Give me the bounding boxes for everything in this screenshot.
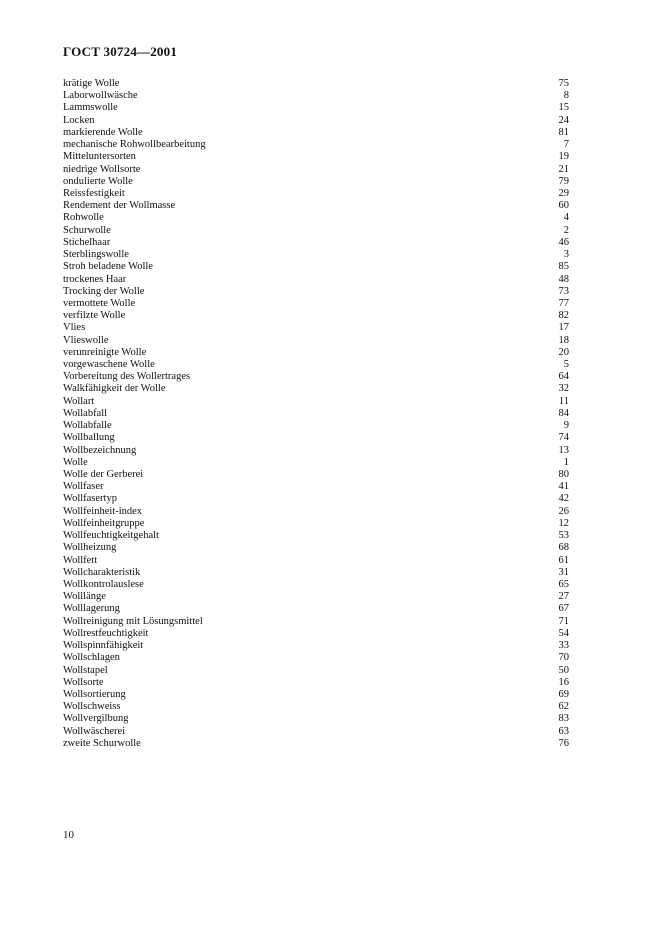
index-term: Wolllagerung bbox=[63, 603, 120, 615]
index-entry bbox=[63, 457, 569, 469]
index-entry bbox=[63, 249, 569, 261]
index-term: Wollschlagen bbox=[63, 652, 120, 664]
index-page-ref: 9 bbox=[563, 420, 569, 432]
index-term: Wollkontrolauslese bbox=[63, 578, 144, 590]
index-page-ref: 70 bbox=[558, 652, 569, 664]
index-page-ref: 54 bbox=[558, 627, 569, 639]
index-page-ref: 29 bbox=[558, 187, 569, 199]
index-entry bbox=[63, 469, 569, 481]
index-term: Lammswolle bbox=[63, 102, 118, 114]
index-entry bbox=[63, 591, 569, 603]
index-entry bbox=[63, 628, 569, 640]
index-entry bbox=[63, 567, 569, 579]
index-page-ref: 15 bbox=[558, 102, 569, 114]
index-term: Wollvergilbung bbox=[63, 713, 129, 725]
index-page-ref: 76 bbox=[558, 737, 569, 749]
index-term: Wollabfall bbox=[63, 407, 108, 419]
index-entry bbox=[63, 408, 569, 420]
alphabetical-index bbox=[63, 78, 569, 750]
index-term: zweite Schurwolle bbox=[63, 737, 141, 749]
index-page-ref: 8 bbox=[563, 90, 569, 102]
index-entry bbox=[63, 383, 569, 395]
index-entry bbox=[63, 518, 569, 530]
index-term: Wollsorte bbox=[63, 676, 104, 688]
index-entry bbox=[63, 286, 569, 298]
index-page-ref: 19 bbox=[558, 151, 569, 163]
index-page-ref: 77 bbox=[558, 297, 569, 309]
index-page-ref: 3 bbox=[563, 249, 569, 261]
index-term: ondulierte Wolle bbox=[63, 175, 133, 187]
index-page-ref: 7 bbox=[563, 139, 569, 151]
index-entry bbox=[63, 90, 569, 102]
index-page-ref: 64 bbox=[558, 371, 569, 383]
index-entry bbox=[63, 347, 569, 359]
index-entry bbox=[63, 677, 569, 689]
index-entry bbox=[63, 200, 569, 212]
index-term: niedrige Wollsorte bbox=[63, 163, 141, 175]
index-page-ref: 81 bbox=[558, 126, 569, 138]
index-page-ref: 17 bbox=[558, 322, 569, 334]
index-page-ref: 48 bbox=[558, 273, 569, 285]
index-page-ref: 62 bbox=[558, 701, 569, 713]
index-page-ref: 60 bbox=[558, 200, 569, 212]
index-term: Vlies bbox=[63, 322, 86, 334]
index-term: Walkfähigkeit der Wolle bbox=[63, 383, 166, 395]
index-entry bbox=[63, 359, 569, 371]
index-term: Sterblingswolle bbox=[63, 249, 129, 261]
index-entry bbox=[63, 640, 569, 652]
index-page-ref: 50 bbox=[558, 664, 569, 676]
index-entry bbox=[63, 212, 569, 224]
index-entry bbox=[63, 298, 569, 310]
index-term: vorgewaschene Wolle bbox=[63, 359, 155, 371]
index-term: Stroh beladene Wolle bbox=[63, 261, 153, 273]
index-term: Wollsortierung bbox=[63, 688, 126, 700]
index-page-ref: 82 bbox=[558, 310, 569, 322]
index-page-ref: 80 bbox=[558, 469, 569, 480]
index-page-ref: 20 bbox=[558, 346, 569, 358]
index-page-ref: 31 bbox=[558, 566, 569, 578]
index-page-ref: 85 bbox=[558, 261, 569, 273]
index-entry bbox=[63, 726, 569, 738]
index-term: Mitteluntersorten bbox=[63, 151, 136, 163]
index-entry bbox=[63, 616, 569, 628]
index-term: krätige Wolle bbox=[63, 78, 120, 89]
index-term: Wollschweiss bbox=[63, 701, 121, 713]
index-entry bbox=[63, 396, 569, 408]
index-entry bbox=[63, 322, 569, 334]
index-page-ref: 46 bbox=[558, 236, 569, 248]
index-entry bbox=[63, 115, 569, 127]
index-entry bbox=[63, 555, 569, 567]
index-page-ref: 63 bbox=[558, 725, 569, 737]
index-entry bbox=[63, 261, 569, 273]
index-term: Locken bbox=[63, 114, 95, 126]
index-page-ref: 79 bbox=[558, 175, 569, 187]
index-term: Wollfeinheitgruppe bbox=[63, 517, 145, 529]
page-header-title: ГОСТ 30724—2001 bbox=[63, 44, 178, 59]
index-entry bbox=[63, 738, 569, 750]
index-term: Wollbezeichnung bbox=[63, 444, 137, 456]
index-page-ref: 4 bbox=[563, 212, 569, 224]
index-entry bbox=[63, 310, 569, 322]
index-term: Stichelhaar bbox=[63, 236, 111, 248]
index-page-ref: 68 bbox=[558, 542, 569, 554]
index-term: verunreinigte Wolle bbox=[63, 346, 147, 358]
index-page-ref: 84 bbox=[558, 407, 569, 419]
index-term: Wolllänge bbox=[63, 591, 106, 603]
index-page-ref: 26 bbox=[558, 505, 569, 517]
index-page-ref: 16 bbox=[558, 676, 569, 688]
index-term: Vorbereitung des Wollertrages bbox=[63, 371, 191, 383]
index-entry bbox=[63, 603, 569, 615]
index-page-ref: 69 bbox=[558, 688, 569, 700]
index-entry bbox=[63, 164, 569, 176]
index-page-ref: 42 bbox=[558, 493, 569, 505]
index-term: Schurwolle bbox=[63, 224, 111, 236]
index-term: Wollheizung bbox=[63, 542, 117, 554]
index-entry bbox=[63, 701, 569, 713]
index-entry bbox=[63, 652, 569, 664]
index-page-ref: 21 bbox=[558, 163, 569, 175]
index-term: Wollballung bbox=[63, 432, 115, 444]
index-page-ref: 73 bbox=[558, 285, 569, 297]
index-entry bbox=[63, 188, 569, 200]
index-page-ref: 65 bbox=[558, 578, 569, 590]
index-term: Wollreinigung mit Lösungsmittel bbox=[63, 615, 203, 627]
index-page-ref: 41 bbox=[558, 481, 569, 493]
index-term: Wollrestfeuchtigkeit bbox=[63, 627, 149, 639]
index-entry bbox=[63, 713, 569, 725]
index-entry bbox=[63, 420, 569, 432]
index-term: Wollstapel bbox=[63, 664, 108, 676]
index-term: Reissfestigkeit bbox=[63, 187, 125, 199]
index-page-ref: 11 bbox=[558, 395, 569, 407]
index-term: Trocking der Wolle bbox=[63, 285, 145, 297]
index-entry bbox=[63, 481, 569, 493]
index-term: markierende Wolle bbox=[63, 126, 143, 138]
index-term: Wollabfalle bbox=[63, 420, 112, 432]
index-entry bbox=[63, 579, 569, 591]
index-entry bbox=[63, 139, 569, 151]
index-term: Wollfeuchtigkeitgehalt bbox=[63, 530, 159, 542]
index-entry bbox=[63, 371, 569, 383]
index-entry bbox=[63, 127, 569, 139]
index-term: trockenes Haar bbox=[63, 273, 127, 285]
index-page-ref: 27 bbox=[558, 591, 569, 603]
index-term: Wollart bbox=[63, 395, 95, 407]
index-entry bbox=[63, 506, 569, 518]
index-page-ref: 1 bbox=[563, 456, 569, 468]
index-term: Wollcharakteristik bbox=[63, 566, 141, 578]
index-term: Rendement der Wollmasse bbox=[63, 200, 176, 212]
index-entry bbox=[63, 335, 569, 347]
index-entry bbox=[63, 445, 569, 457]
index-page-ref: 75 bbox=[558, 78, 569, 89]
index-term: Wollfasertyp bbox=[63, 493, 117, 505]
index-page-ref: 2 bbox=[563, 224, 569, 236]
index-page-ref: 32 bbox=[558, 383, 569, 395]
index-term: mechanische Rohwollbearbeitung bbox=[63, 139, 206, 151]
index-page-ref: 53 bbox=[558, 530, 569, 542]
index-page-ref: 5 bbox=[563, 359, 569, 371]
index-entry bbox=[63, 530, 569, 542]
index-page-ref: 71 bbox=[558, 615, 569, 627]
index-page-ref: 83 bbox=[558, 713, 569, 725]
index-page-ref: 24 bbox=[558, 114, 569, 126]
index-term: verfilzte Wolle bbox=[63, 310, 126, 322]
index-page-ref: 67 bbox=[558, 603, 569, 615]
index-entry bbox=[63, 225, 569, 237]
index-entry bbox=[63, 665, 569, 677]
index-entry bbox=[63, 432, 569, 444]
index-term: Wolle der Gerberei bbox=[63, 469, 144, 480]
index-entry bbox=[63, 493, 569, 505]
index-entry bbox=[63, 237, 569, 249]
index-term: Rohwolle bbox=[63, 212, 104, 224]
index-entry bbox=[63, 689, 569, 701]
index-page-ref: 74 bbox=[558, 432, 569, 444]
index-term: Wolle bbox=[63, 456, 88, 468]
index-term: Wollspinnfähigkeit bbox=[63, 640, 144, 652]
index-term: vermottete Wolle bbox=[63, 297, 136, 309]
index-term: Wollfaser bbox=[63, 481, 104, 493]
index-entry bbox=[63, 176, 569, 188]
index-page-ref: 33 bbox=[558, 640, 569, 652]
index-term: Wollfeinheit-index bbox=[63, 505, 143, 517]
index-page-ref: 12 bbox=[558, 517, 569, 529]
page-number: 10 bbox=[63, 829, 74, 841]
index-entry bbox=[63, 542, 569, 554]
index-entry bbox=[63, 151, 569, 163]
index-page-ref: 18 bbox=[558, 334, 569, 346]
index-entry bbox=[63, 102, 569, 114]
index-term: Wollfett bbox=[63, 554, 98, 566]
index-entry bbox=[63, 274, 569, 286]
index-page-ref: 61 bbox=[558, 554, 569, 566]
index-term: Wollwäscherei bbox=[63, 725, 126, 737]
index-page-ref: 13 bbox=[558, 444, 569, 456]
index-term: Laborwollwäsche bbox=[63, 90, 138, 102]
index-term: Vlieswolle bbox=[63, 334, 109, 346]
index-entry bbox=[63, 78, 569, 90]
